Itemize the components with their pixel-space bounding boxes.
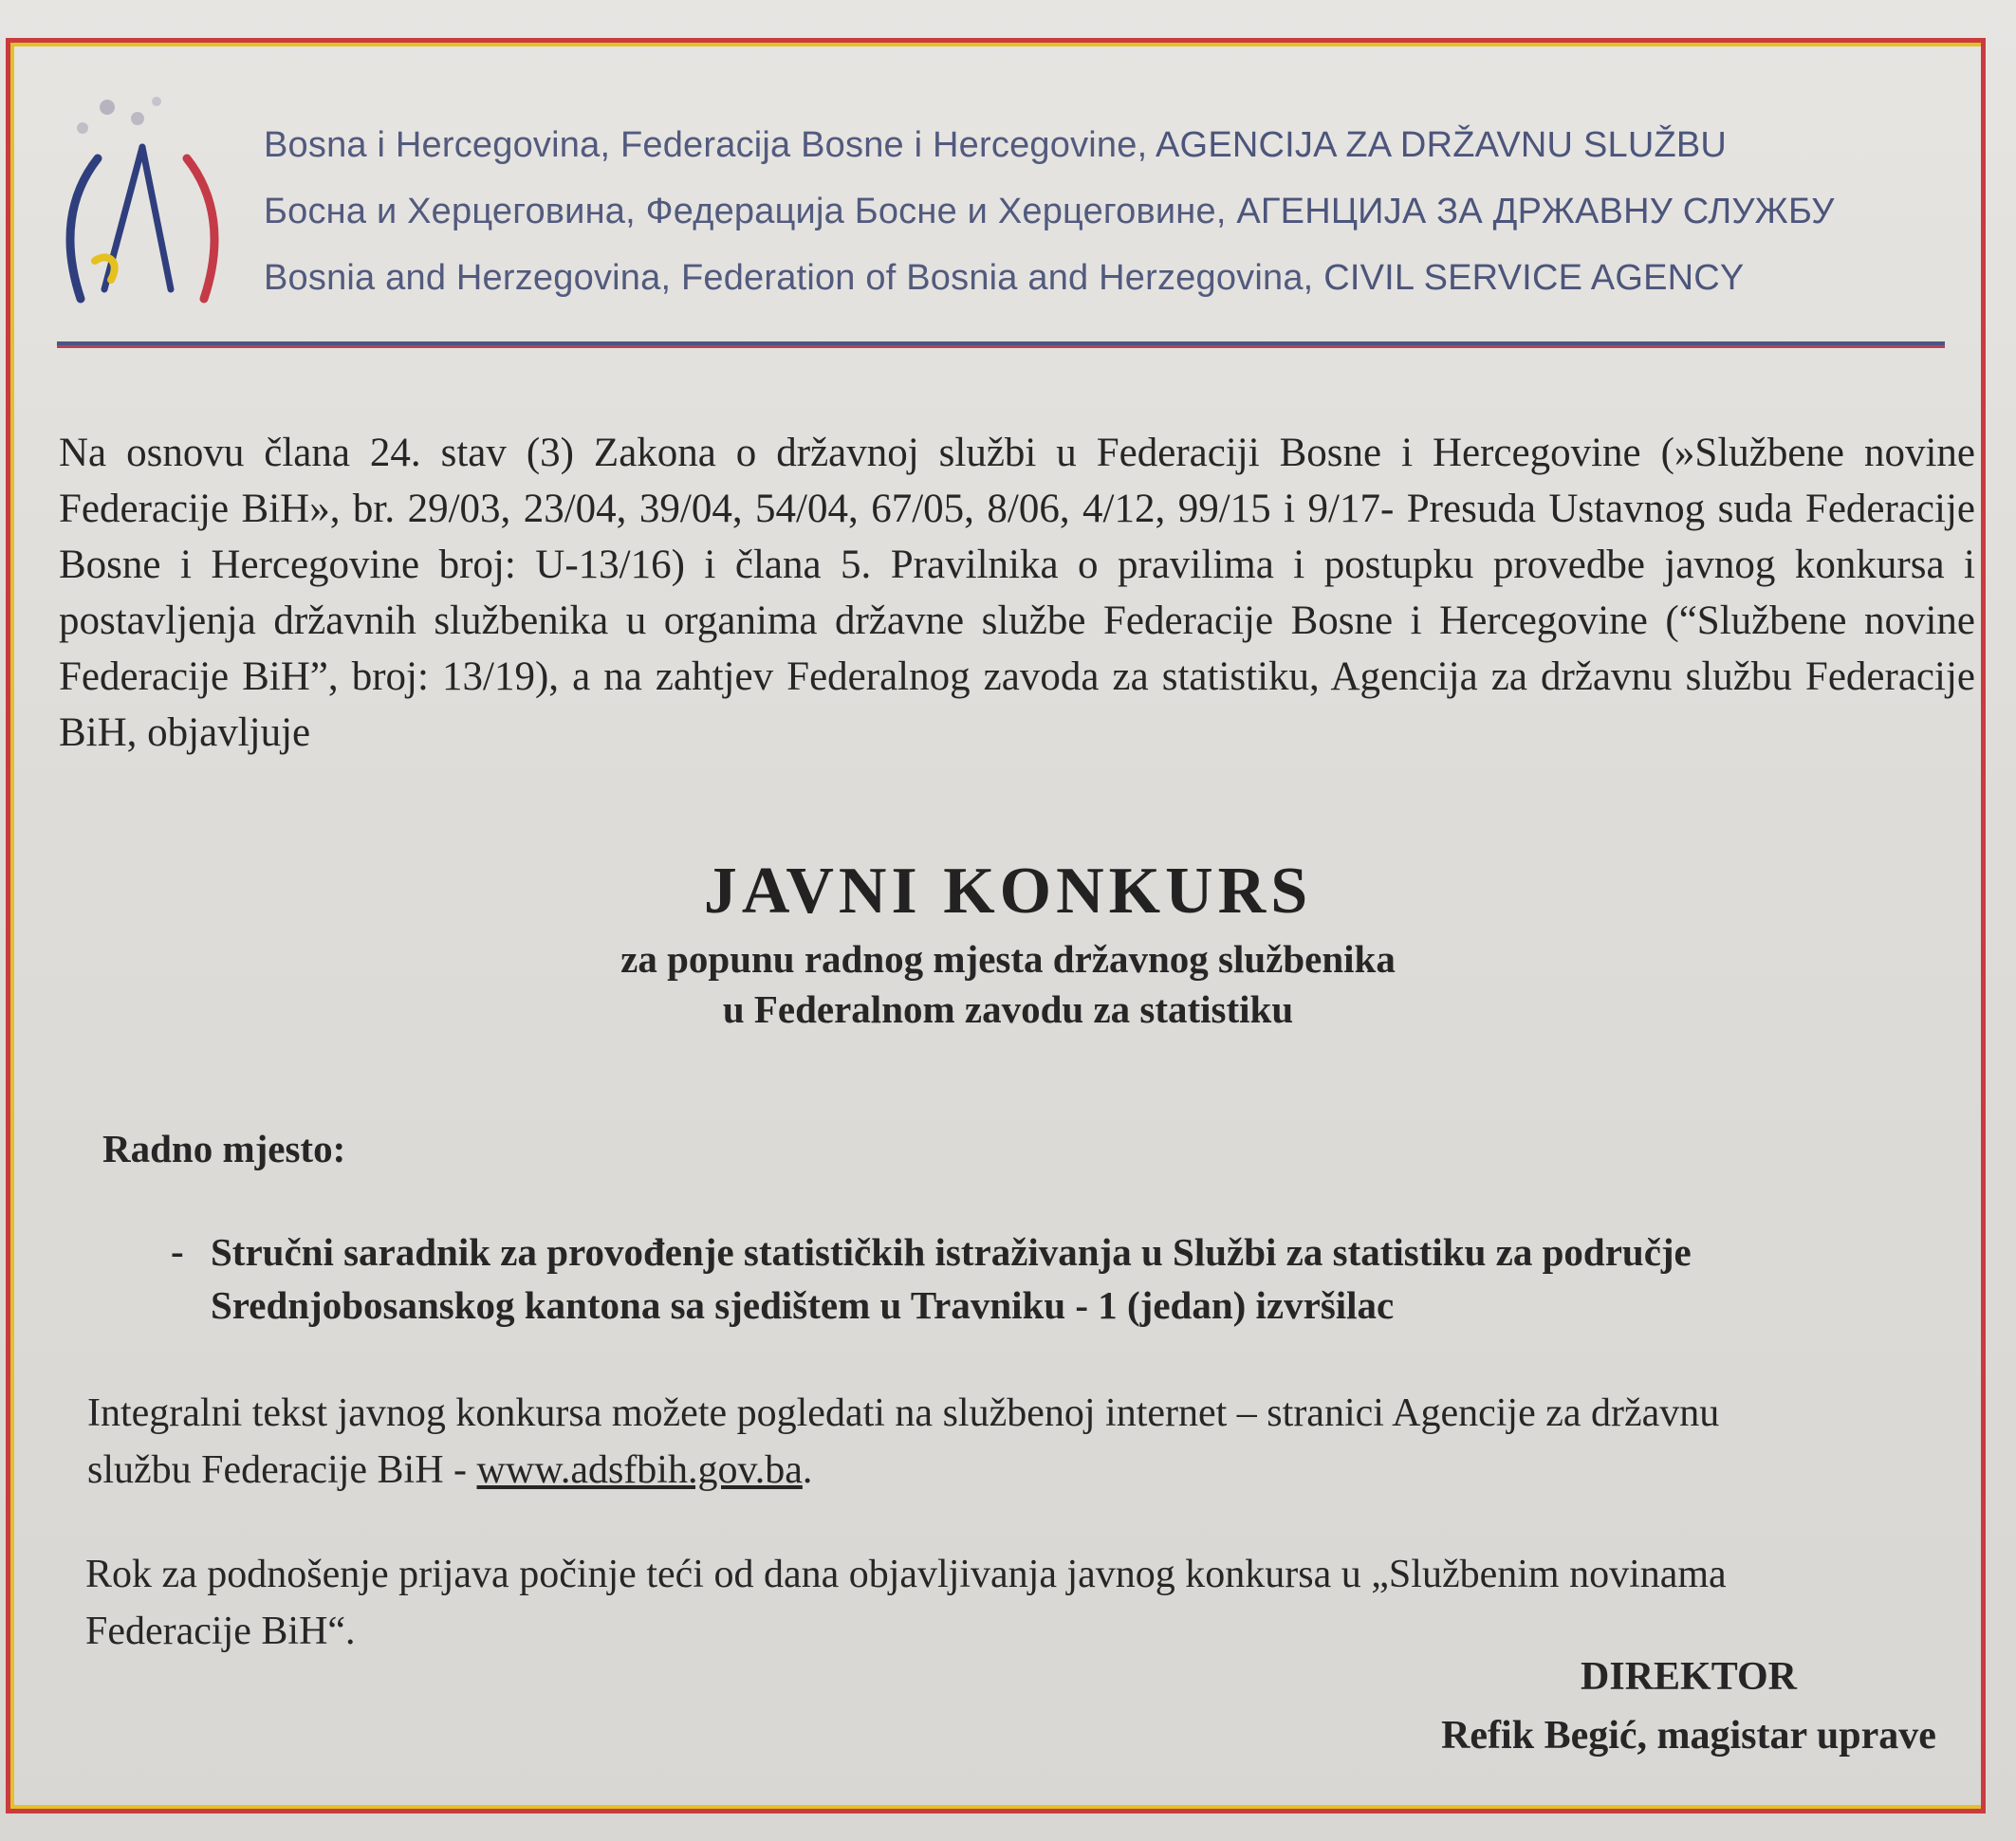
director-title: DIREKTOR — [1581, 1655, 1797, 1699]
agency-website-link[interactable]: www.adsfbih.gov.ba — [476, 1448, 803, 1492]
director-name: Refik Begić, magistar uprave — [1441, 1714, 1936, 1758]
signature-block — [1404, 1648, 1973, 1765]
position-description — [211, 1225, 1947, 1332]
position-line-1: Stručni saradnik za provođenje statističkih istraživanja u Službi za statistiku za područje — [211, 1230, 1692, 1274]
agency-line-english: Bosnia and Herzegovina, Federation of Bosnia and Herzegovina, CIVIL SERVICE AGENCY — [264, 258, 1745, 298]
deadline-paragraph — [85, 1546, 1973, 1660]
agency-line-bosnian: Bosna i Hercegovina, Federacija Bosne i Hercegovine, AGENCIJA ZA DRŽAVNU SLUŽBU — [264, 125, 1728, 165]
agency-logo-icon — [52, 90, 232, 318]
full-text-line-1: Integralni tekst javnog konkursa možete pogledati na službenoj internet – stranici Agencije za državnu — [87, 1391, 1720, 1435]
subtitle-line-2: u Federalnom zavodu za statistiku — [722, 987, 1294, 1031]
deadline-line-2: Federacije BiH“. — [85, 1610, 356, 1653]
list-bullet: - — [171, 1229, 184, 1273]
deadline-line-1: Rok za podnošenje prijava počinje teći od dana objavljivanja javnog konkursa u „Službenim novinama — [85, 1553, 1727, 1596]
agency-header — [264, 112, 1971, 311]
agency-line-serbian: Босна и Херцеговина, Федерација Босне и Херцеговине, АГЕНЦИЈА ЗА ДРЖАВНУ СЛУЖБУ — [264, 192, 1835, 231]
full-text-line-2: službu Federacije BiH - www.adsfbih.gov.ba. — [87, 1448, 813, 1492]
position-label: Radno mjesto: — [102, 1127, 346, 1170]
announcement-title: JAVNI KONKURS — [703, 855, 1313, 928]
header-divider-red — [57, 345, 1945, 348]
legal-basis-paragraph: Na osnovu člana 24. stav (3) Zakona o državnoj službi u Federaciji Bosne i Hercegovine (»Službene novine Federacije BiH», br. 29/03, 23/04, 39/04, 54/04, 67/05, 8/06, 4/12, 99/15 i 9/17- Presuda Ustavnog suda Federacije Bosne i Hercegovine broj: U-13/16) i člana 5. Pravilnika o pravilima i postupku provedbe javnog konkursa i postavljenja državnih službenika u organima državne službe Federacije Bosne i Hercegovine (“Službene novine Federacije BiH”, broj: 13/19), a na zahtjev Federalnog zavoda za statistiku, Agencija za državnu službu Federacije BiH, objavljuje — [59, 431, 1975, 755]
full-text-paragraph — [87, 1385, 1966, 1499]
position-line-2: Srednjobosanskog kantona sa sjedištem u Travniku - 1 (jedan) izvršilac — [211, 1283, 1395, 1327]
subtitle-line-1: za popunu radnog mjesta državnog službenika — [620, 937, 1396, 981]
announcement-subtitle — [0, 934, 2016, 1035]
